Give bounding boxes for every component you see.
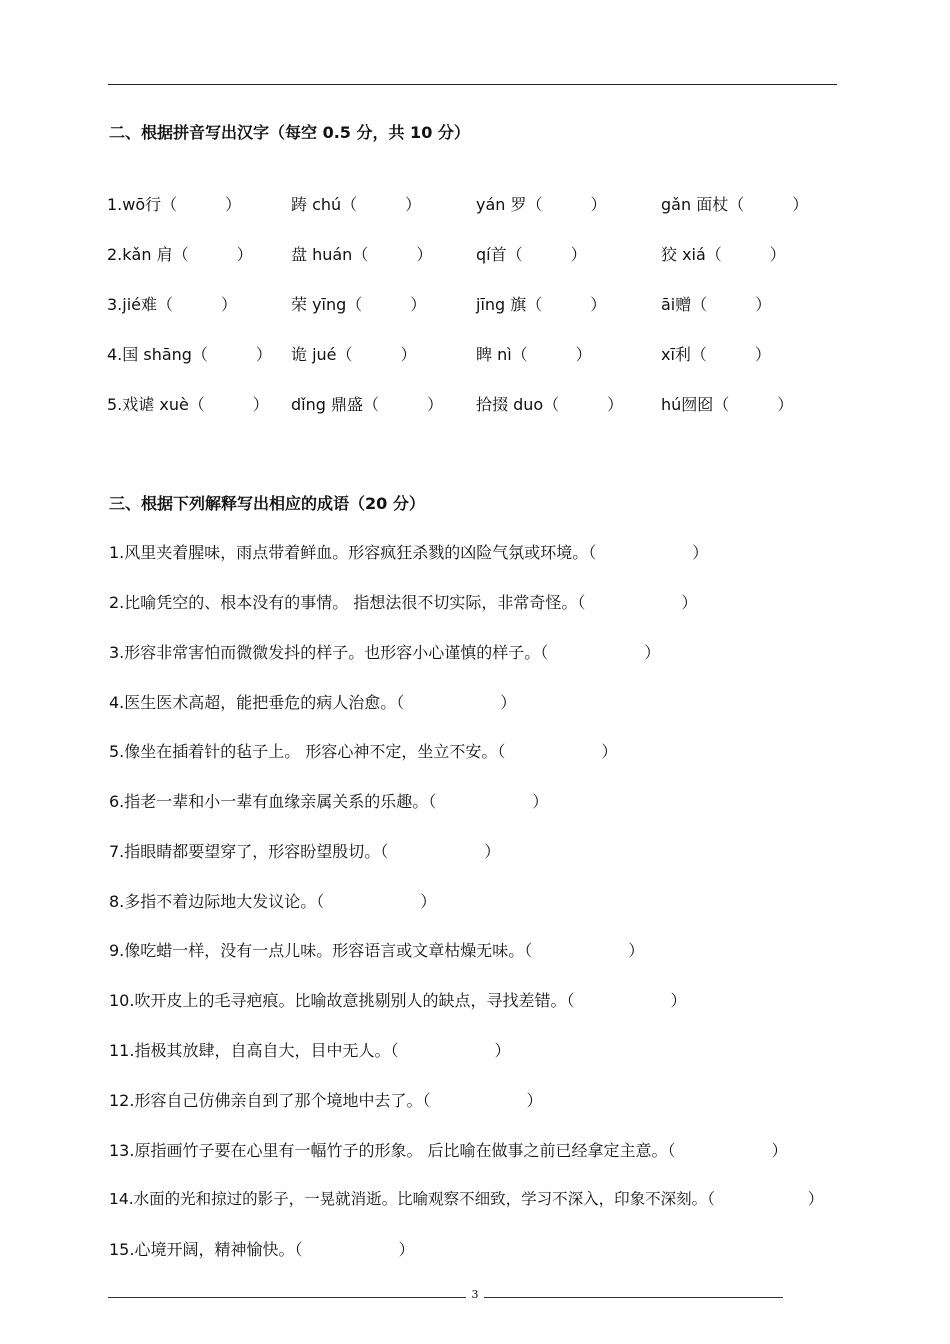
pinyin-item: 5.戏谑 xuè（ ） <box>107 395 269 414</box>
idiom-item: 2.比喻凭空的、根本没有的事情。 指想法很不切实际，非常奇怪。（ ） <box>109 593 698 612</box>
idiom-item: 9.像吃蜡一样，没有一点儿味。形容语言或文章枯燥无味。（ ） <box>109 941 645 960</box>
pinyin-item: qí首（ ） <box>476 245 587 264</box>
idiom-item: 4.医生医术高超，能把垂危的病人治愈。（ ） <box>109 693 517 712</box>
idiom-item: 5.像坐在插着针的毡子上。 形容心神不定，坐立不安。（ ） <box>109 742 618 761</box>
pinyin-item: 拾掇 duo（ ） <box>476 395 624 414</box>
section2-heading: 二、根据拼音写出汉字（每空 0.5 分，共 10 分） <box>109 123 470 142</box>
pinyin-item: 狡 xiá（ ） <box>661 245 786 264</box>
pinyin-item: 4.国 shāng（ ） <box>107 345 272 364</box>
pinyin-item: 3.jié难（ ） <box>107 295 238 314</box>
pinyin-item: xī利（ ） <box>661 345 771 364</box>
pinyin-item: 盘 huán（ ） <box>291 245 433 264</box>
idiom-item: 3.形容非常害怕而微微发抖的样子。也形容小心谨慎的样子。（ ） <box>109 643 661 662</box>
bottom-rule <box>108 1297 783 1298</box>
pinyin-item: 诡 jué（ ） <box>291 345 417 364</box>
pinyin-item: jīng 旗（ ） <box>476 295 607 314</box>
idiom-item: 11.指极其放肆，自高自大，目中无人。（ ） <box>109 1041 511 1060</box>
idiom-item: 10.吹开皮上的毛寻疤痕。比喻故意挑剔别人的缺点，寻找差错。（ ） <box>109 991 687 1010</box>
pinyin-item: 睥 nì（ ） <box>476 345 592 364</box>
pinyin-item: yán 罗（ ） <box>476 195 607 214</box>
idiom-item: 13.原指画竹子要在心里有一幅竹子的形象。 后比喻在做事之前已经拿定主意。（ ） <box>109 1141 788 1160</box>
pinyin-item: 踌 chú（ ） <box>291 195 422 214</box>
idiom-item: 12.形容自己仿佛亲自到了那个境地中去了。（ ） <box>109 1091 543 1110</box>
idiom-item: 6.指老一辈和小一辈有血缘亲属关系的乐趣。（ ） <box>109 792 549 811</box>
page-number: 3 <box>466 1288 484 1301</box>
pinyin-item: hú囫囵（ ） <box>661 395 794 414</box>
pinyin-item: gǎn 面杖（ ） <box>661 195 809 214</box>
pinyin-item: 荣 yīng（ ） <box>291 295 427 314</box>
pinyin-item: 2.kǎn 肩（ ） <box>107 245 253 264</box>
idiom-item: 14.水面的光和掠过的影子，一晃就消逝。比喻观察不细致，学习不深入，印象不深刻。（ ） <box>109 1190 824 1208</box>
pinyin-item: āi赠（ ） <box>661 295 772 314</box>
section3-heading: 三、根据下列解释写出相应的成语（20 分） <box>109 494 425 513</box>
idiom-item: 1.风里夹着腥味，雨点带着鲜血。形容疯狂杀戮的凶险气氛或环境。（ ） <box>109 543 709 562</box>
top-rule <box>108 84 837 85</box>
idiom-item: 7.指眼睛都要望穿了，形容盼望殷切。（ ） <box>109 842 501 861</box>
pinyin-item: dǐng 鼎盛（ ） <box>291 395 443 414</box>
pinyin-item: 1.wō行（ ） <box>107 195 242 214</box>
idiom-item: 8.多指不着边际地大发议论。（ ） <box>109 892 437 911</box>
idiom-item: 15.心境开阔，精神愉快。（ ） <box>109 1240 415 1259</box>
